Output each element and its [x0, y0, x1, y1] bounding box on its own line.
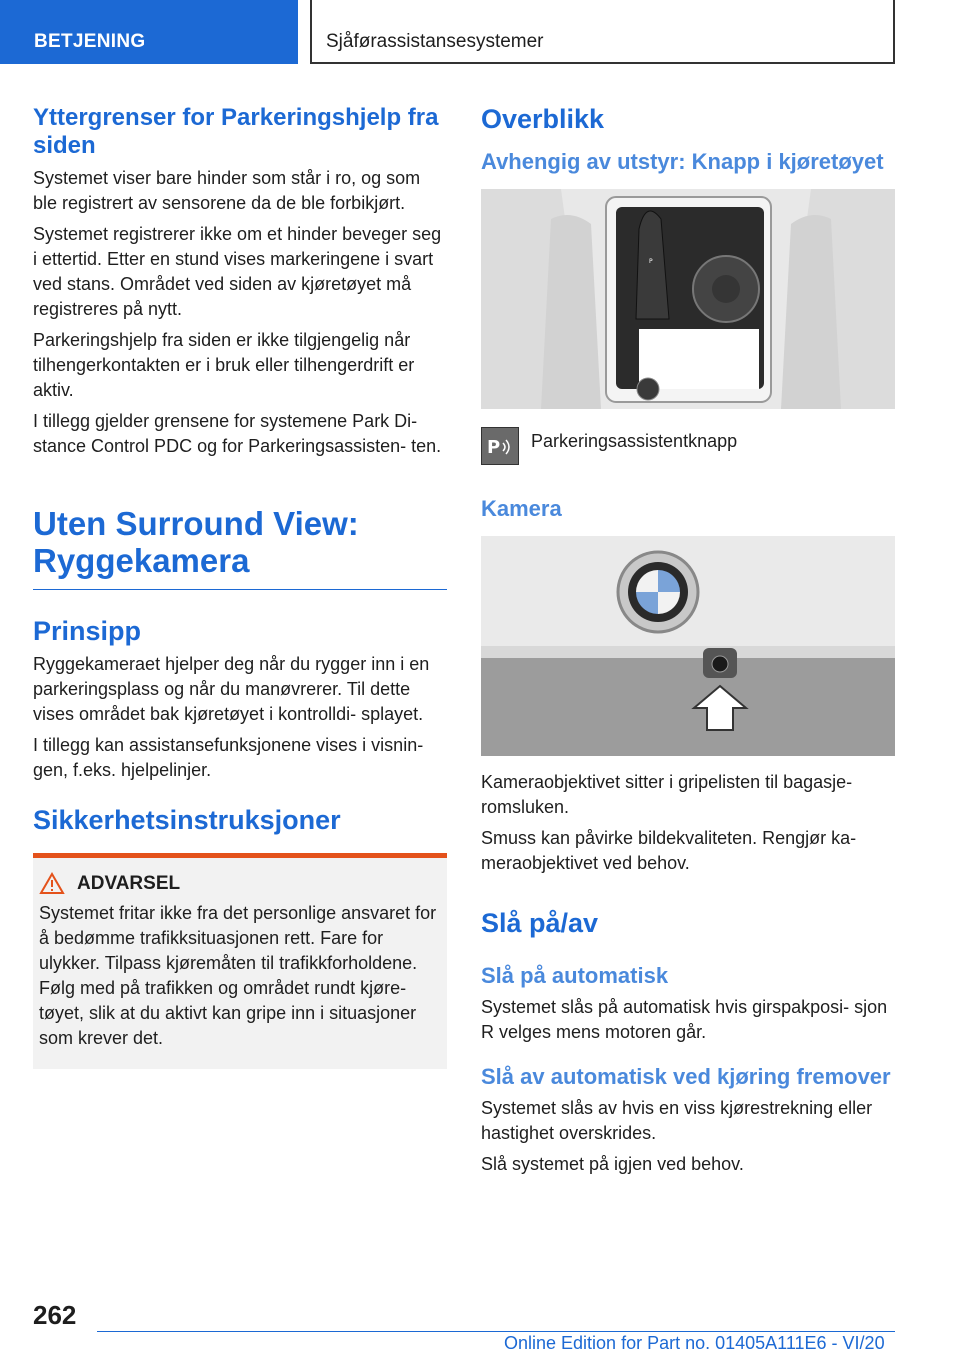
parking-assistant-button-icon — [481, 427, 519, 465]
center-console-illustration — [481, 189, 895, 409]
heading-safety: Sikkerhetsinstruksjoner — [33, 805, 341, 835]
footer-edition: Online Edition for Part no. 01405A111E6 - VI/20 — [504, 1333, 885, 1353]
tailgate-camera-illustration — [481, 536, 895, 756]
right-column — [481, 104, 895, 1177]
paragraph: I tillegg kan assistansefunksjonene vises i visnin- gen, f.eks. hjelpelinjer. — [33, 735, 424, 780]
left-column — [33, 104, 447, 1069]
heading-auto-off: Slå av automatisk ved kjøring fremover — [481, 1064, 891, 1089]
paragraph: Systemet slås av hvis en viss kjørestrekning eller hastighet overskrides. — [481, 1098, 873, 1143]
section-tab: BETJENING — [0, 0, 298, 64]
paragraph: I tillegg gjelder grensene for systemene Park Di- stance Control PDC og for Parkeringsassisten- ten. — [33, 411, 442, 456]
camera-photo — [481, 536, 895, 756]
footer-rule — [97, 1331, 895, 1332]
paragraph: Parkeringshjelp fra siden er ikke tilgjengelig når tilhengerkontakten er i bruk eller tilhengerdrift er aktiv. — [33, 330, 415, 400]
page-number: 262 — [33, 1300, 77, 1330]
svg-text:P: P — [487, 437, 501, 458]
heading-camera: Kamera — [481, 496, 562, 521]
heading-overview: Overblikk — [481, 104, 605, 134]
console-photo — [481, 189, 895, 409]
heading-auto-on: Slå på automatisk — [481, 963, 669, 988]
section-header: Sjåførassistansesystemer — [312, 0, 895, 64]
warning-title: ADVARSEL — [77, 872, 181, 894]
warning-text: Systemet fritar ikke fra det personlige ansvaret for å bedømme trafikksituasjonen rett. Fare for ulykker. Tilpass kjøremåten til trafikkforholdene. Følg med på trafikken og området rundt kjøre- tøyet, slik at du aktivt kan gripe inn i situasjoner som krever det. — [39, 903, 437, 1048]
paragraph: Smuss kan påvirke bildekvaliteten. Rengjør ka- meraobjektivet ved behov. — [481, 828, 857, 873]
warning-triangle-icon — [39, 872, 65, 895]
paragraph: Ryggekameraet hjelper deg når du rygger inn i en parkeringsplass og når du manøvrerer. Til dette vises området bak kjøretøyet i kontrolldi- splayet. — [33, 654, 430, 724]
paragraph: Kameraobjektivet sitter i gripelisten til bagasje- romsluken. — [481, 772, 853, 817]
button-label: Parkeringsassistentknapp — [531, 431, 738, 451]
heading-equipment: Avhengig av utstyr: Knapp i kjøretøyet — [481, 149, 884, 174]
button-legend — [481, 427, 895, 465]
paragraph: Systemet slås på automatisk hvis girspakposi- sjon R velges mens motoren går. — [481, 997, 888, 1042]
paragraph: Systemet registrerer ikke om et hinder beveger seg i ettertid. Etter en stund vises markeringene i svart ved stans. Området ved siden av kjøretøyet må registreres på nytt. — [33, 224, 442, 319]
heading-on-off: Slå på/av — [481, 908, 599, 938]
warning-box — [33, 853, 447, 1069]
heading-principle: Prinsipp — [33, 616, 142, 646]
svg-text:P: P — [649, 258, 653, 265]
chapter-title: Uten Surround View: Ryggekamera — [33, 505, 447, 590]
heading-limits: Yttergrenser for Parkeringshjelp fra siden — [33, 104, 439, 159]
warning-header — [39, 872, 439, 895]
paragraph: Systemet viser bare hinder som står i ro, og som ble registrert av sensorene da de ble forbikjørt. — [33, 168, 421, 213]
paragraph: Slå systemet på igjen ved behov. — [481, 1154, 744, 1174]
